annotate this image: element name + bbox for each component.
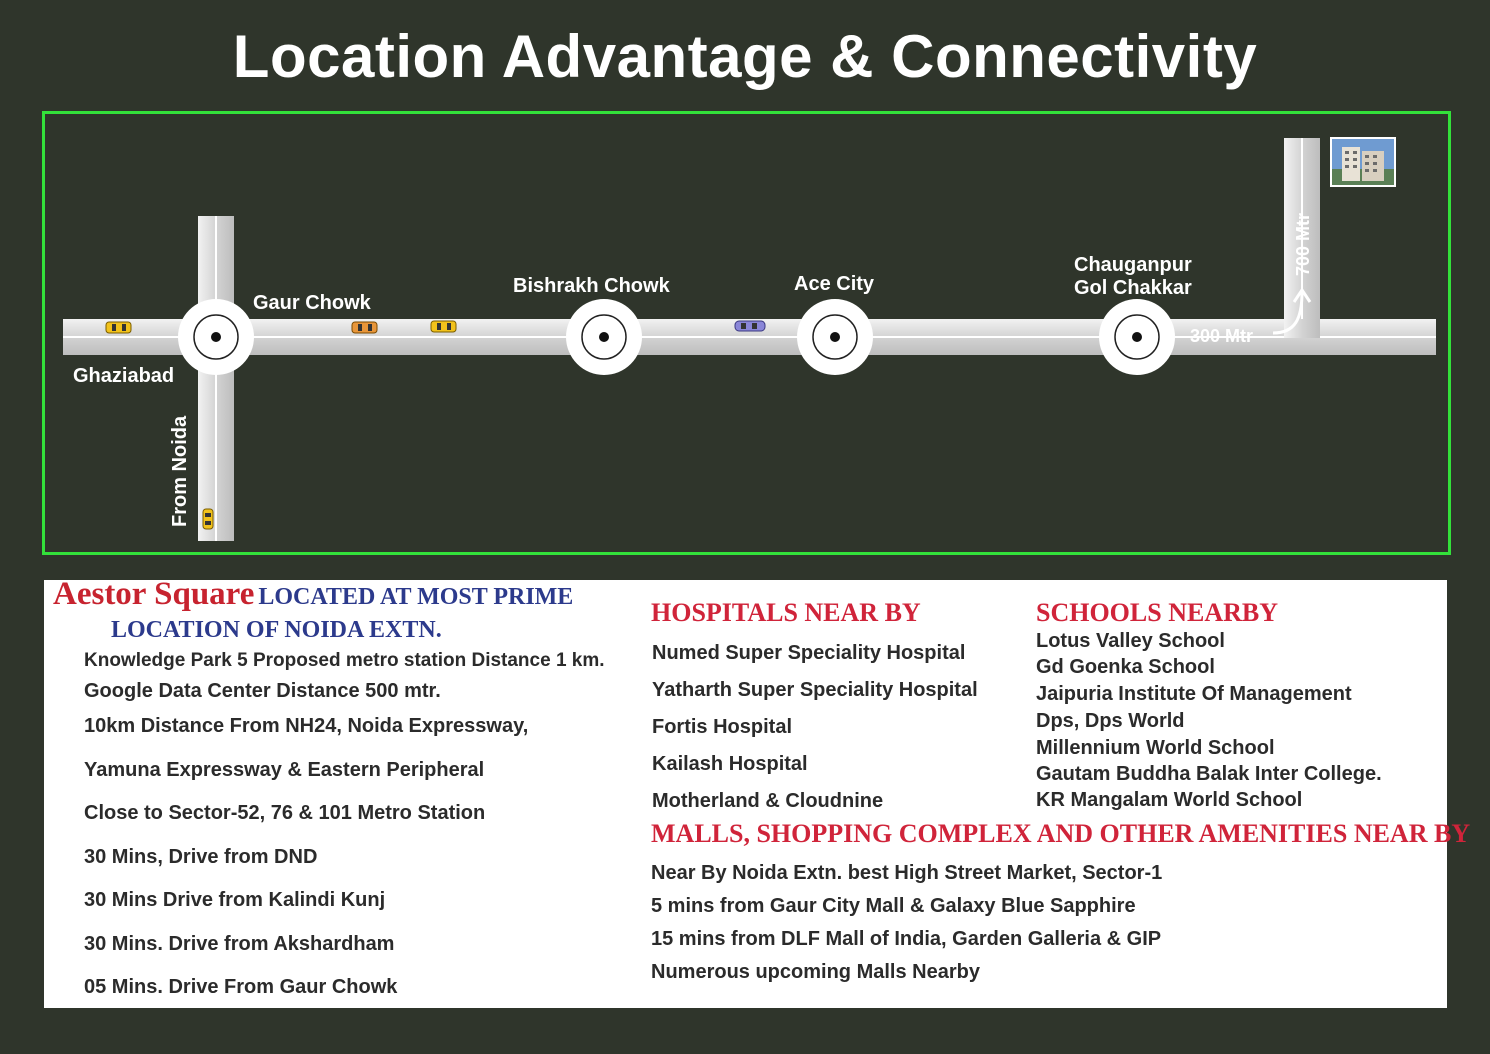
roundabout-icon (797, 299, 873, 375)
roundabout-icon (1099, 299, 1175, 375)
school-item: KR Mangalam World School (1036, 789, 1303, 811)
hospital-item: Motherland & Cloudnine (652, 790, 884, 812)
label-700-mtr: 700 Mtr (1293, 212, 1313, 276)
hospitals-heading: HOSPITALS NEAR BY (651, 598, 921, 627)
highlight-item: 10km Distance From NH24, Noida Expressway, (84, 715, 529, 737)
highlight-item: Knowledge Park 5 Proposed metro station Distance 1 km. (84, 650, 605, 671)
car-icon (735, 321, 765, 331)
mall-item: Numerous upcoming Malls Nearby (651, 961, 980, 983)
car-icon (203, 509, 213, 529)
school-item: Dps, Dps World (1036, 710, 1185, 732)
highlight-item: Google Data Center Distance 500 mtr. (84, 680, 441, 702)
car-icon (352, 322, 377, 333)
label-ghaziabad: Ghaziabad (73, 365, 175, 387)
school-item: Gautam Buddha Balak Inter College. (1036, 763, 1382, 785)
highlight-item: 30 Mins Drive from Kalindi Kunj (84, 889, 386, 911)
mall-item: Near By Noida Extn. best High Street Market, Sector-1 (651, 862, 1163, 884)
school-item: Millennium World School (1036, 737, 1275, 759)
car-icon (431, 321, 456, 332)
highlight-item: 05 Mins. Drive From Gaur Chowk (84, 976, 398, 998)
hospital-item: Yatharth Super Speciality Hospital (652, 679, 978, 701)
label-bishrakh-chowk: Bishrakh Chowk (513, 275, 670, 297)
hospital-item: Fortis Hospital (652, 716, 793, 738)
brand-tagline-1: LOCATED AT MOST PRIME (258, 584, 574, 610)
building-icon (1330, 137, 1396, 187)
label-gol-chakkar: Gol Chakkar (1074, 277, 1192, 299)
highlight-item: Close to Sector-52, 76 & 101 Metro Station (84, 802, 486, 824)
hospital-item: Numed Super Speciality Hospital (652, 642, 966, 664)
label-300-mtr: 300 Mtr (1190, 326, 1254, 346)
label-ace-city: Ace City (794, 273, 875, 295)
school-item: Jaipuria Institute Of Management (1036, 683, 1352, 705)
brand-block (53, 576, 573, 613)
label-chauganpur: Chauganpur (1074, 254, 1192, 276)
roundabout-icon (566, 299, 642, 375)
highlight-item: 30 Mins, Drive from DND (84, 846, 318, 868)
info-panel (44, 576, 1471, 1008)
label-from-noida: From Noida (169, 415, 191, 527)
school-item: Lotus Valley School (1036, 630, 1225, 652)
page-title: Location Advantage & Connectivity (232, 23, 1258, 90)
school-item: Gd Goenka School (1036, 656, 1215, 678)
mall-item: 15 mins from DLF Mall of India, Garden Galleria & GIP (651, 928, 1162, 950)
mall-item: 5 mins from Gaur City Mall & Galaxy Blue Sapphire (651, 895, 1136, 917)
brand-tagline-2: LOCATION OF NOIDA EXTN. (111, 617, 442, 643)
hospital-item: Kailash Hospital (652, 753, 808, 775)
roundabout-icon (178, 299, 254, 375)
highlight-item: Yamuna Expressway & Eastern Peripheral (84, 759, 485, 781)
malls-heading: MALLS, SHOPPING COMPLEX AND OTHER AMENITIES NEAR BY (651, 819, 1471, 848)
schools-heading: SCHOOLS NEARBY (1036, 598, 1278, 627)
car-icon (106, 322, 131, 333)
brand-name: Aestor Square (53, 576, 255, 612)
label-gaur-chowk: Gaur Chowk (253, 292, 371, 314)
highlight-item: 30 Mins. Drive from Akshardham (84, 933, 395, 955)
location-map (42, 111, 1451, 555)
